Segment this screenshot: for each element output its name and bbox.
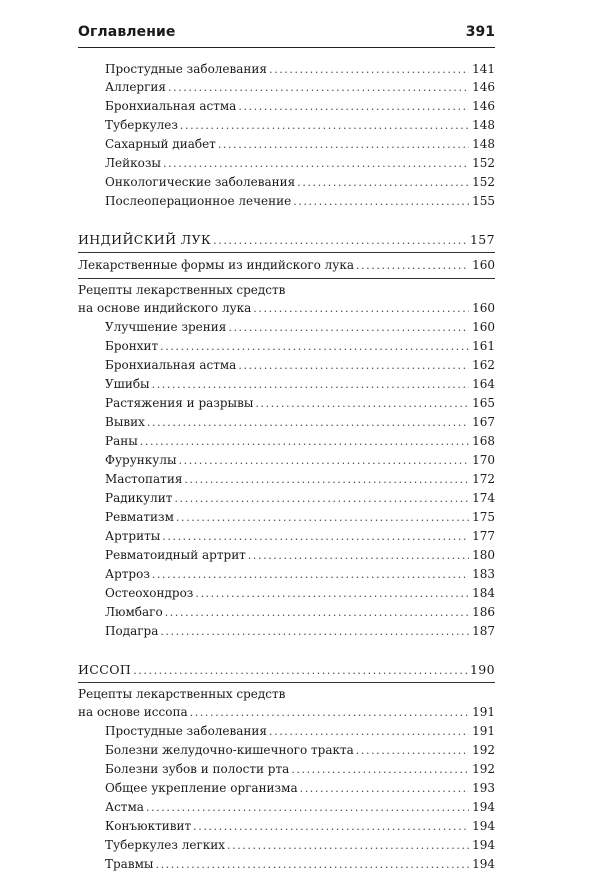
leader-dots bbox=[238, 356, 469, 375]
toc-entry-page: 164 bbox=[472, 377, 495, 391]
toc-entry-page: 162 bbox=[472, 358, 495, 372]
toc-entry-recipes[interactable] bbox=[78, 686, 495, 722]
toc-entry[interactable] bbox=[105, 78, 495, 97]
toc-entry[interactable] bbox=[105, 375, 495, 394]
toc-entry-page: 160 bbox=[472, 320, 495, 334]
toc-entry[interactable] bbox=[105, 622, 495, 641]
toc-entry-page: 192 bbox=[472, 762, 495, 776]
page-number: 391 bbox=[465, 24, 495, 40]
toc-entry[interactable] bbox=[105, 779, 495, 798]
toc-entry-title: Общее укрепление организма bbox=[105, 781, 298, 795]
section-rule bbox=[78, 252, 495, 253]
leader-dots bbox=[174, 489, 469, 508]
toc-entry-page: 167 bbox=[472, 415, 495, 429]
toc-entry-title: Артриты bbox=[105, 529, 161, 543]
toc-entry[interactable] bbox=[105, 741, 495, 760]
leader-dots bbox=[291, 760, 469, 779]
toc-entry[interactable] bbox=[105, 318, 495, 337]
leader-dots bbox=[248, 546, 469, 565]
leader-dots bbox=[133, 661, 467, 680]
leader-dots bbox=[160, 622, 469, 641]
leader-dots bbox=[163, 154, 469, 173]
toc-entry-page: 177 bbox=[472, 529, 495, 543]
toc-entry-page: 172 bbox=[472, 472, 495, 486]
toc-entry-title: Бронхит bbox=[105, 339, 159, 353]
leader-dots bbox=[146, 798, 469, 817]
toc-entry-title: Болезни зубов и полости рта bbox=[105, 762, 290, 776]
toc-entry-title: Болезни желудочно-кишечного тракта bbox=[105, 743, 354, 757]
toc-entry[interactable] bbox=[105, 356, 495, 375]
leader-dots bbox=[195, 584, 469, 603]
toc-entry-title-line2: на основе иссопа bbox=[78, 705, 188, 719]
toc-entry-page: 184 bbox=[472, 586, 495, 600]
header-rule bbox=[78, 47, 495, 48]
toc-entry[interactable] bbox=[105, 192, 495, 211]
toc-entry-page: 161 bbox=[472, 339, 495, 353]
toc-entry[interactable] bbox=[105, 584, 495, 603]
toc-entry-title: Артроз bbox=[105, 567, 150, 581]
toc-entry-page: 193 bbox=[472, 781, 495, 795]
table-of-contents bbox=[78, 60, 495, 874]
toc-entry-title: Простудные заболевания bbox=[105, 724, 267, 738]
toc-entry-title: Бронхиальная астма bbox=[105, 99, 237, 113]
toc-entry-title: Люмбаго bbox=[105, 605, 163, 619]
leader-dots bbox=[218, 135, 469, 154]
leader-dots bbox=[162, 527, 469, 546]
leader-dots bbox=[179, 451, 470, 470]
toc-entry-title: Онкологические заболевания bbox=[105, 175, 296, 189]
toc-entry-page: 194 bbox=[472, 838, 495, 852]
toc-entry-title: Туберкулез легких bbox=[105, 838, 225, 852]
toc-entry-page: 192 bbox=[472, 743, 495, 757]
toc-entry-title: Ушибы bbox=[105, 377, 150, 391]
toc-entry-page: 165 bbox=[472, 396, 495, 410]
toc-entry[interactable] bbox=[105, 432, 495, 451]
toc-entry-page: 170 bbox=[472, 453, 495, 467]
leader-dots bbox=[238, 97, 469, 116]
toc-entry-page: 174 bbox=[472, 491, 495, 505]
toc-entry[interactable] bbox=[105, 836, 495, 855]
toc-entry[interactable] bbox=[105, 413, 495, 432]
toc-entry[interactable] bbox=[105, 173, 495, 192]
toc-entry-page: 146 bbox=[472, 99, 495, 113]
leader-dots bbox=[147, 413, 469, 432]
toc-entry[interactable] bbox=[105, 760, 495, 779]
toc-entry[interactable] bbox=[105, 603, 495, 622]
leader-dots bbox=[160, 337, 469, 356]
toc-entry-page: 194 bbox=[472, 819, 495, 833]
toc-entry-page: 175 bbox=[472, 510, 495, 524]
toc-entry-page: 191 bbox=[472, 705, 495, 719]
leader-dots bbox=[253, 299, 469, 318]
toc-entry-title: Остеохондроз bbox=[105, 586, 194, 600]
toc-entry-page: 191 bbox=[472, 724, 495, 738]
toc-entry-page: 194 bbox=[472, 857, 495, 871]
toc-entry-title: Конъюктивит bbox=[105, 819, 192, 833]
toc-entry-title-line1: Рецепты лекарственных средств bbox=[78, 283, 286, 297]
leader-dots bbox=[190, 703, 469, 722]
toc-entry[interactable] bbox=[105, 722, 495, 741]
toc-entry-title: Травмы bbox=[105, 857, 154, 871]
leader-dots bbox=[140, 432, 469, 451]
toc-entry[interactable] bbox=[105, 135, 495, 154]
toc-entry-title: Сахарный диабет bbox=[105, 137, 216, 151]
toc-entry-page: 152 bbox=[472, 175, 495, 189]
toc-entry-title: Лейкозы bbox=[105, 156, 161, 170]
toc-section-hyssop bbox=[78, 660, 495, 874]
toc-section-heading[interactable] bbox=[78, 230, 495, 249]
section-rule bbox=[78, 278, 495, 279]
toc-entry[interactable] bbox=[105, 337, 495, 356]
toc-section-title: ИССОП bbox=[78, 662, 132, 677]
toc-entry-title: Ревматоидный артрит bbox=[105, 548, 246, 562]
toc-entry-page: 160 bbox=[472, 301, 495, 315]
toc-entry-title: Улучшение зрения bbox=[105, 320, 227, 334]
leader-dots bbox=[297, 173, 469, 192]
toc-entry-page: 180 bbox=[472, 548, 495, 562]
leader-dots bbox=[356, 256, 469, 275]
toc-entry[interactable] bbox=[105, 855, 495, 874]
toc-entry[interactable] bbox=[105, 546, 495, 565]
toc-entry-title: Астма bbox=[105, 800, 144, 814]
toc-entry-title: Туберкулез bbox=[105, 118, 178, 132]
toc-entry-title-line1: Рецепты лекарственных средств bbox=[78, 687, 286, 701]
leader-dots bbox=[293, 192, 469, 211]
toc-entry-page: 148 bbox=[472, 118, 495, 132]
toc-entry-title: Аллергия bbox=[105, 80, 166, 94]
toc-entry[interactable] bbox=[105, 817, 495, 836]
leader-dots bbox=[184, 470, 469, 489]
leader-dots bbox=[255, 394, 469, 413]
toc-entry-title: Радикулит bbox=[105, 491, 173, 505]
toc-entry-page: 155 bbox=[472, 194, 495, 208]
leader-dots bbox=[269, 722, 469, 741]
toc-entry-page: 186 bbox=[472, 605, 495, 619]
toc-entry-page: 168 bbox=[472, 434, 495, 448]
toc-entry-page: 194 bbox=[472, 800, 495, 814]
toc-entry-title: Простудные заболевания bbox=[105, 62, 267, 76]
toc-entry-title: Бронхиальная астма bbox=[105, 358, 237, 372]
toc-entry-title: Раны bbox=[105, 434, 138, 448]
leader-dots bbox=[152, 565, 469, 584]
toc-entry[interactable] bbox=[105, 470, 495, 489]
toc-entry[interactable] bbox=[105, 116, 495, 135]
toc-entry-title: Подагра bbox=[105, 624, 159, 638]
toc-entry[interactable] bbox=[105, 451, 495, 470]
toc-entry-page: 183 bbox=[472, 567, 495, 581]
toc-entry-title-line2: на основе индийского лука bbox=[78, 301, 252, 315]
toc-entry[interactable] bbox=[105, 527, 495, 546]
leader-dots bbox=[300, 779, 470, 798]
leader-dots bbox=[356, 741, 469, 760]
toc-entry-title: Лекарственные формы из индийского лука bbox=[78, 258, 354, 272]
toc-entry[interactable] bbox=[105, 489, 495, 508]
toc-entry-title: Фурункулы bbox=[105, 453, 177, 467]
section-rule bbox=[78, 682, 495, 683]
toc-entry[interactable] bbox=[105, 565, 495, 584]
leader-dots bbox=[165, 603, 469, 622]
leader-dots bbox=[228, 318, 469, 337]
toc-section-title: ИНДИЙСКИЙ ЛУК bbox=[78, 232, 212, 247]
leader-dots bbox=[176, 508, 469, 527]
toc-entry[interactable] bbox=[105, 508, 495, 527]
leader-dots bbox=[168, 78, 469, 97]
toc-section-page: 157 bbox=[469, 232, 495, 247]
leader-dots bbox=[193, 817, 469, 836]
leader-dots bbox=[155, 855, 469, 874]
toc-entry[interactable] bbox=[78, 256, 495, 275]
toc-entry[interactable] bbox=[105, 97, 495, 116]
toc-entry-page: 160 bbox=[472, 258, 495, 272]
running-header bbox=[78, 20, 495, 46]
toc-entry-page: 141 bbox=[472, 62, 495, 76]
leader-dots bbox=[227, 836, 469, 855]
toc-entry-title: Послеоперационное лечение bbox=[105, 194, 292, 208]
leader-dots bbox=[213, 231, 467, 250]
toc-entry[interactable] bbox=[105, 154, 495, 173]
running-header-title: Оглавление bbox=[78, 24, 176, 40]
toc-section-heading[interactable] bbox=[78, 660, 495, 679]
toc-entry-page: 148 bbox=[472, 137, 495, 151]
toc-entry-page: 187 bbox=[472, 624, 495, 638]
toc-entry-page: 152 bbox=[472, 156, 495, 170]
toc-entry-recipes[interactable] bbox=[78, 282, 495, 318]
toc-entry-title: Вывих bbox=[105, 415, 145, 429]
toc-group-continued bbox=[78, 60, 495, 211]
toc-entry[interactable] bbox=[105, 394, 495, 413]
toc-entry-page: 146 bbox=[472, 80, 495, 94]
toc-entry[interactable] bbox=[105, 60, 495, 78]
leader-dots bbox=[180, 116, 469, 135]
leader-dots bbox=[269, 61, 469, 79]
toc-entry-title: Растяжения и разрывы bbox=[105, 396, 254, 410]
toc-entry[interactable] bbox=[105, 798, 495, 817]
toc-entry-title: Мастопатия bbox=[105, 472, 183, 486]
toc-section-indian-onion bbox=[78, 230, 495, 641]
leader-dots bbox=[152, 375, 469, 394]
toc-entry-title: Ревматизм bbox=[105, 510, 174, 524]
toc-section-page: 190 bbox=[469, 662, 495, 677]
